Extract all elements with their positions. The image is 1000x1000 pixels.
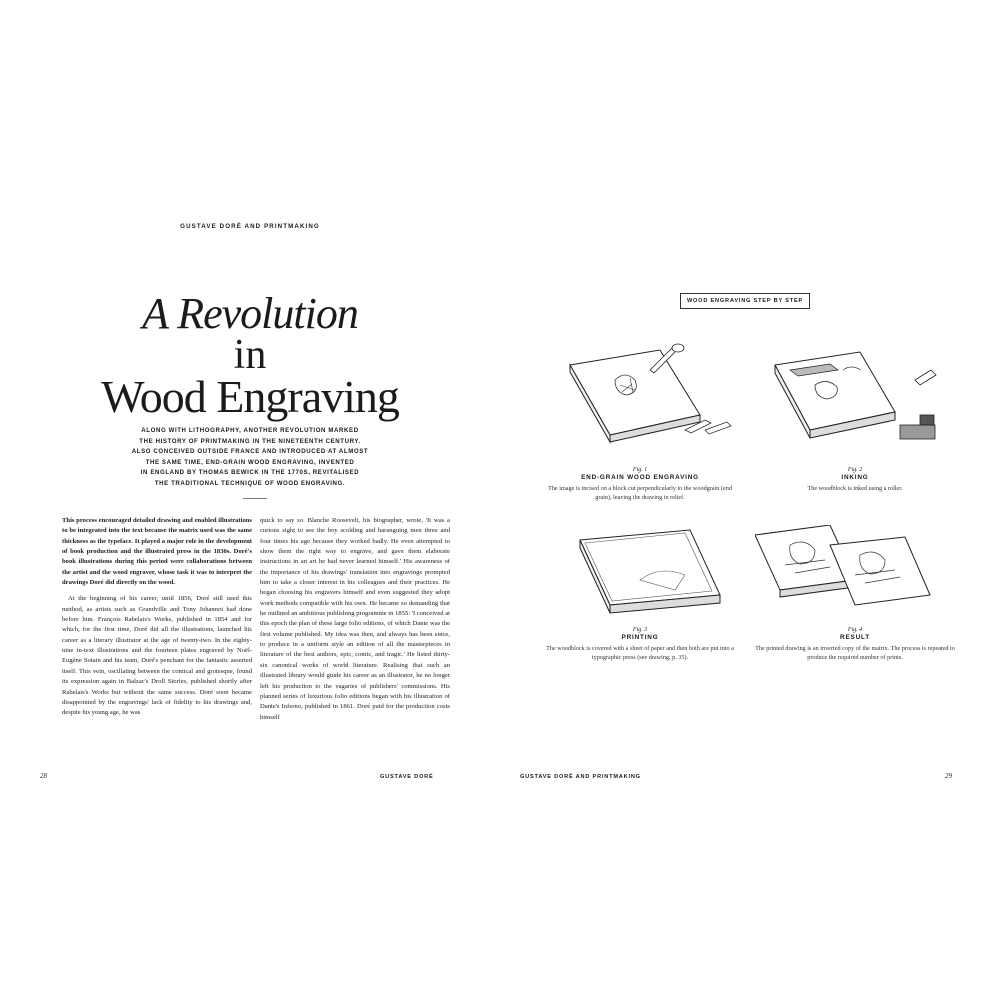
figure-caption: END-GRAIN WOOD ENGRAVING	[581, 474, 699, 481]
running-footer-left: GUSTAVE DORÉ	[380, 774, 434, 780]
printing-illustration	[540, 525, 740, 625]
body-column-1	[62, 516, 252, 719]
title-line-3: Wood Engraving	[101, 371, 399, 422]
figure-2	[755, 340, 955, 494]
figure-caption: INKING	[841, 474, 869, 481]
figure-number: Fig. 1	[632, 467, 648, 473]
figure-number: Fig. 3	[632, 627, 648, 633]
right-page	[520, 180, 960, 800]
figure-3	[540, 525, 740, 662]
standfirst-line: IN ENGLAND BY THOMAS BEWICK IN THE 1770S, REVITALISED	[140, 469, 360, 476]
standfirst-line: THE SAME TIME, END-GRAIN WOOD ENGRAVING, INVENTED	[145, 458, 355, 466]
section-kicker: GUSTAVE DORÉ AND PRINTMAKING	[180, 223, 320, 230]
running-footer-right: GUSTAVE DORÉ AND PRINTMAKING	[520, 774, 641, 780]
step-by-step-label: WOOD ENGRAVING STEP BY STEP	[680, 293, 810, 309]
figure-caption: RESULT	[840, 634, 870, 641]
figure-1	[540, 340, 740, 502]
title-line-1: A Revolution	[142, 289, 358, 338]
standfirst-line: THE HISTORY OF PRINTMAKING IN THE NINETEENTH CENTURY.	[139, 437, 361, 445]
standfirst-line: ALSO CONCEIVED OUTSIDE FRANCE AND INTRODUCED AT ALMOST	[131, 448, 369, 455]
standfirst-line: THE TRADITIONAL TECHNIQUE OF WOOD ENGRAVING.	[154, 479, 346, 487]
figure-4	[755, 525, 955, 662]
body-paragraph: quick to say so. Blanche Roosevelt, his biographer, wrote, 'It was a curious sight to see the boy scolding and haranguing men three and four times his age because they worked badly. He even attempted to show them the right way to engrave, and gave them elaborate instructions in an art he had never learned himself.' His awareness of the importance of his drawings' translation into engravings prompted him to take a closer interest in his colleagues and their practices. He began choosing his engravers himself and even suggested they adopt work methods compatible with his own. He became so demanding that he outlined an ambitious publishing programme in 1855: 'I conceived at this epoch the plan of these large folio editions, of which Dante was the first volume published. My idea was then, and always has been since, to produce in a uniform style an edition of all the masterpieces in literature of the best authors, epic, comic, and tragic.' He listed thirty-six canonical works of world literature. Realising that such an illustrated library would guide his career as an illustrator, he no longer left his production to the vagaries of publishers' commissions. His planned series of luxurious folio editions began with his illustration of Dante's Inferno, published in 1861. Doré paid for the production costs himself	[260, 517, 450, 721]
body-column-2	[260, 516, 450, 723]
result-illustration	[755, 525, 955, 625]
figure-number: Fig. 4	[847, 627, 863, 633]
engraving-block-illustration	[540, 340, 740, 465]
inking-illustration	[755, 340, 955, 465]
figure-description: The woodblock is covered with a sheet of paper and then both are put into a typographic press (see drawing, p. 35).	[546, 645, 734, 661]
title-line-2: in	[233, 332, 267, 378]
page-number-left: 28	[40, 772, 47, 780]
standfirst	[100, 426, 400, 489]
figure-caption: PRINTING	[621, 634, 659, 641]
figure-description: The printed drawing is an inverted copy of the matrix. The process is repeated to produce the required number of prints.	[755, 645, 955, 661]
standfirst-line: ALONG WITH LITHOGRAPHY, ANOTHER REVOLUTION MARKED	[141, 427, 359, 434]
figure-number: Fig. 2	[847, 467, 863, 473]
left-page	[40, 180, 460, 800]
figure-description: The image is incised on a block cut perpendicularly to the woodgrain (end grain), leaving the drawing in relief.	[548, 485, 732, 501]
page-number-right: 29	[945, 772, 952, 780]
lead-paragraph: This process encouraged detailed drawing and enabled illustrations to be integrated into the text because the matrix used was the same thickness as the typeface. It played a major role in the development of book production and the illustrated press in the 1830s. Doré's book illustrations during this period were collaborations between the artist and the wood engraver, whose task it was to interpret the drawings Doré did directly on the wood.	[62, 517, 252, 587]
divider-rule	[243, 498, 267, 499]
body-paragraph: At the beginning of his career, until 1856, Doré still used this method, as artists such as Grandville and Tony Johannot had done before him. François Rabelais's Works, published in 1854 and for which, for the first time, Doré did all the illustrations, launched his career as a literary illustrator at the age of twenty-two. In the eighty-nine in-text illustrations and the fourteen plates engraved by Noël-Eugène Sotain and his team, Doré's penchant for the fantastic asserted itself. This vein, oscillating between the comical and grotesque, found its expression again in Balzac's Droll Stories, published shortly after Rabelais's Works but without the same success. Doré soon became disappointed by the engravings' lack of fidelity to his drawings and, despite his young age, he was	[62, 595, 252, 717]
figure-description: The woodblock is inked using a roller.	[807, 485, 903, 492]
page-title	[40, 289, 460, 422]
